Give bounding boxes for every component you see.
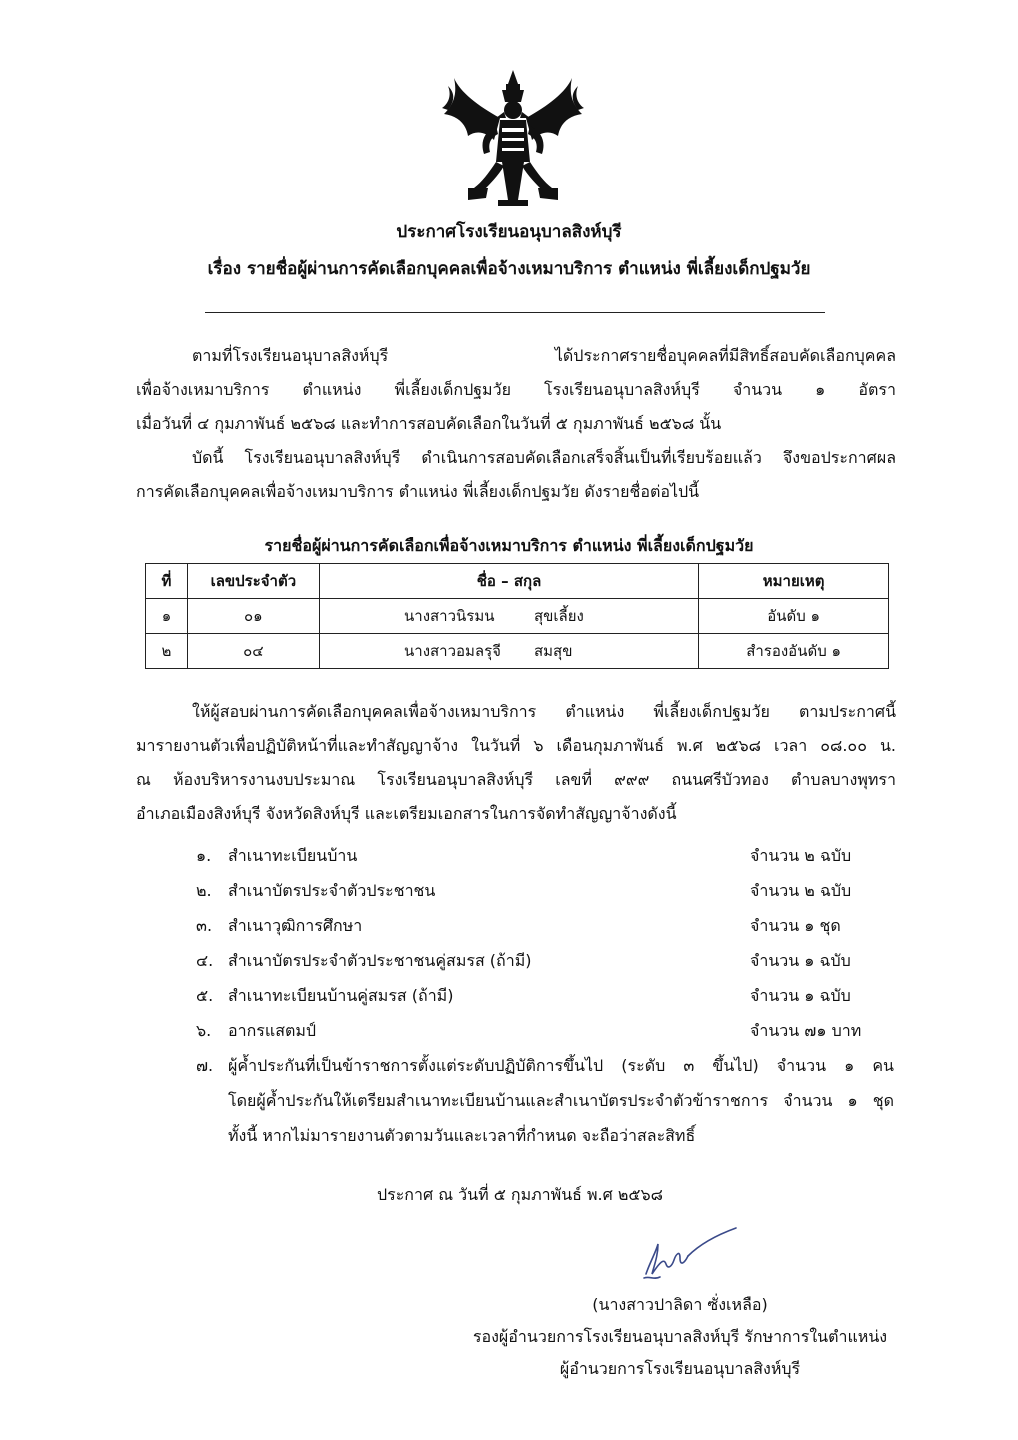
doc-number: ๒. (196, 881, 212, 900)
documents-list (196, 838, 896, 1153)
table-header-row (146, 564, 889, 599)
intro-line: การคัดเลือกบุคคลเพื่อจ้างเหมาบริการ ตำแหน่ง พี่เลี้ยงเด็กปฐมวัย ดังรายชื่อต่อไปนี้ (136, 482, 700, 501)
intro-line: ตามที่โรงเรียนอนุบาลสิงห์บุรี ได้ประกาศรายชื่อบุคคลที่มีสิทธิ์สอบคัดเลือกบุคคล (192, 346, 896, 365)
cell-id: ๐๑ (187, 599, 319, 634)
doc-name: สำเนาทะเบียนบ้านคู่สมรส (ถ้ามี) (228, 986, 454, 1005)
guarantor-line: ผู้ค้ำประกันที่เป็นข้าราชการตั้งแต่ระดับปฏิบัติการขึ้นไป (ระดับ ๓ ขึ้นไป) จำนวน ๑ คน (228, 1056, 894, 1075)
doc-name: สำเนาทะเบียนบ้าน (228, 846, 358, 865)
doc-number: ๗. (196, 1056, 214, 1075)
column-header-remark: หมายเหตุ (699, 564, 889, 599)
column-header-no: ที่ (146, 564, 188, 599)
list-item (196, 943, 896, 978)
doc-number: ๑. (196, 846, 212, 865)
last-name: สมสุข (534, 642, 573, 660)
cell-no: ๑ (146, 599, 188, 634)
intro-line: เมื่อวันที่ ๔ กุมภาพันธ์ ๒๕๖๘ และทำการสอบคัดเลือกในวันที่ ๕ กุมภาพันธ์ ๒๕๖๘ นั้น (136, 414, 722, 433)
list-item (196, 978, 896, 1013)
results-table (145, 563, 889, 669)
doc-quantity: จำนวน ๒ ฉบับ (750, 846, 852, 865)
first-name: นางสาวนิรมน (404, 607, 495, 625)
cell-id: ๐๔ (187, 634, 319, 669)
cell-remark: อันดับ ๑ (699, 599, 889, 634)
cell-name (319, 634, 698, 669)
doc-quantity: จำนวน ๑ ฉบับ (750, 951, 851, 970)
doc-quantity: จำนวน ๒ ฉบับ (750, 881, 852, 900)
cell-remark: สำรองอันดับ ๑ (699, 634, 889, 669)
garuda-emblem-icon (438, 66, 588, 216)
heading-divider (205, 312, 825, 313)
report-line: ณ ห้องบริหารงานงบประมาณ โรงเรียนอนุบาลสิงห์บุรี เลขที่ ๙๙๙ ถนนศรีบัวทอง ตำบลบางพุทรา (136, 770, 896, 789)
doc-number: ๓. (196, 916, 213, 935)
page-title: ประกาศโรงเรียนอนุบาลสิงห์บุรี (396, 222, 622, 242)
list-item (196, 838, 896, 873)
list-item (196, 1048, 896, 1153)
signer-name: (นางสาวปาลิดา ซั่งเหลือ) (592, 1295, 768, 1314)
doc-number: ๖. (196, 1021, 212, 1040)
doc-name: สำเนาวุฒิการศึกษา (228, 916, 363, 935)
doc-quantity: จำนวน ๑ ฉบับ (750, 986, 851, 1005)
intro-paragraph (136, 339, 896, 509)
report-line: ให้ผู้สอบผ่านการคัดเลือกบุคคลเพื่อจ้างเหมาบริการ ตำแหน่ง พี่เลี้ยงเด็กปฐมวัย ตามประกาศนี้ (192, 702, 896, 721)
column-header-name: ชื่อ – สกุล (319, 564, 698, 599)
table-row (146, 634, 889, 669)
list-item (196, 873, 896, 908)
signer-position: รองผู้อำนวยการโรงเรียนอนุบาลสิงห์บุรี รักษาการในตำแหน่ง (472, 1327, 888, 1346)
column-header-id: เลขประจำตัว (187, 564, 319, 599)
first-name: นางสาวอมลรุจี (404, 642, 501, 660)
doc-name: สำเนาบัตรประจำตัวประชาชนคู่สมรส (ถ้ามี) (228, 951, 532, 970)
cell-name (319, 599, 698, 634)
report-paragraph (136, 695, 896, 831)
doc-quantity: จำนวน ๗๑ บาท (750, 1021, 862, 1040)
cell-no: ๒ (146, 634, 188, 669)
report-line: มารายงานตัวเพื่อปฏิบัติหน้าที่และทำสัญญาจ้าง ในวันที่ ๖ เดือนกุมภาพันธ์ พ.ศ ๒๕๖๘ เวลา ๐๘.๐๐ น. (136, 736, 896, 755)
list-item (196, 908, 896, 943)
last-name: สุขเลี้ยง (534, 607, 584, 625)
announcement-date: ประกาศ ณ วันที่ ๕ กุมภาพันธ์ พ.ศ ๒๕๖๘ (376, 1185, 664, 1204)
guarantor-line: ทั้งนี้ หากไม่มารายงานตัวตามวันและเวลาที่กำหนด จะถือว่าสละสิทธิ์ (228, 1126, 696, 1145)
signer-position: ผู้อำนวยการโรงเรียนอนุบาลสิงห์บุรี (559, 1359, 801, 1378)
handwritten-signature-icon (636, 1222, 746, 1284)
guarantor-line: โดยผู้ค้ำประกันให้เตรียมสำเนาทะเบียนบ้านและสำเนาบัตรประจำตัวข้าราชการ จำนวน ๑ ชุด (228, 1091, 894, 1110)
results-table-title: รายชื่อผู้ผ่านการคัดเลือกเพื่อจ้างเหมาบริการ ตำแหน่ง พี่เลี้ยงเด็กปฐมวัย (264, 536, 754, 555)
doc-quantity: จำนวน ๑ ชุด (750, 916, 841, 935)
intro-line: บัดนี้ โรงเรียนอนุบาลสิงห์บุรี ดำเนินการสอบคัดเลือกเสร็จสิ้นเป็นที่เรียบร้อยแล้ว จึงขอประกาศผล (192, 448, 896, 467)
intro-line: เพื่อจ้างเหมาบริการ ตำแหน่ง พี่เลี้ยงเด็กปฐมวัย โรงเรียนอนุบาลสิงห์บุรี จำนวน ๑ อัตรา (136, 380, 896, 399)
doc-number: ๔. (196, 951, 214, 970)
report-line: อำเภอเมืองสิงห์บุรี จังหวัดสิงห์บุรี และเตรียมเอกสารในการจัดทำสัญญาจ้างดังนี้ (136, 804, 677, 823)
doc-name: อากรแสตมป์ (228, 1021, 317, 1040)
list-item (196, 1013, 896, 1048)
doc-name: สำเนาบัตรประจำตัวประชาชน (228, 881, 436, 900)
announcement-subject: เรื่อง รายชื่อผู้ผ่านการคัดเลือกบุคคลเพื่อจ้างเหมาบริการ ตำแหน่ง พี่เลี้ยงเด็กปฐมวัย (207, 259, 811, 279)
table-row (146, 599, 889, 634)
doc-number: ๕. (196, 986, 214, 1005)
